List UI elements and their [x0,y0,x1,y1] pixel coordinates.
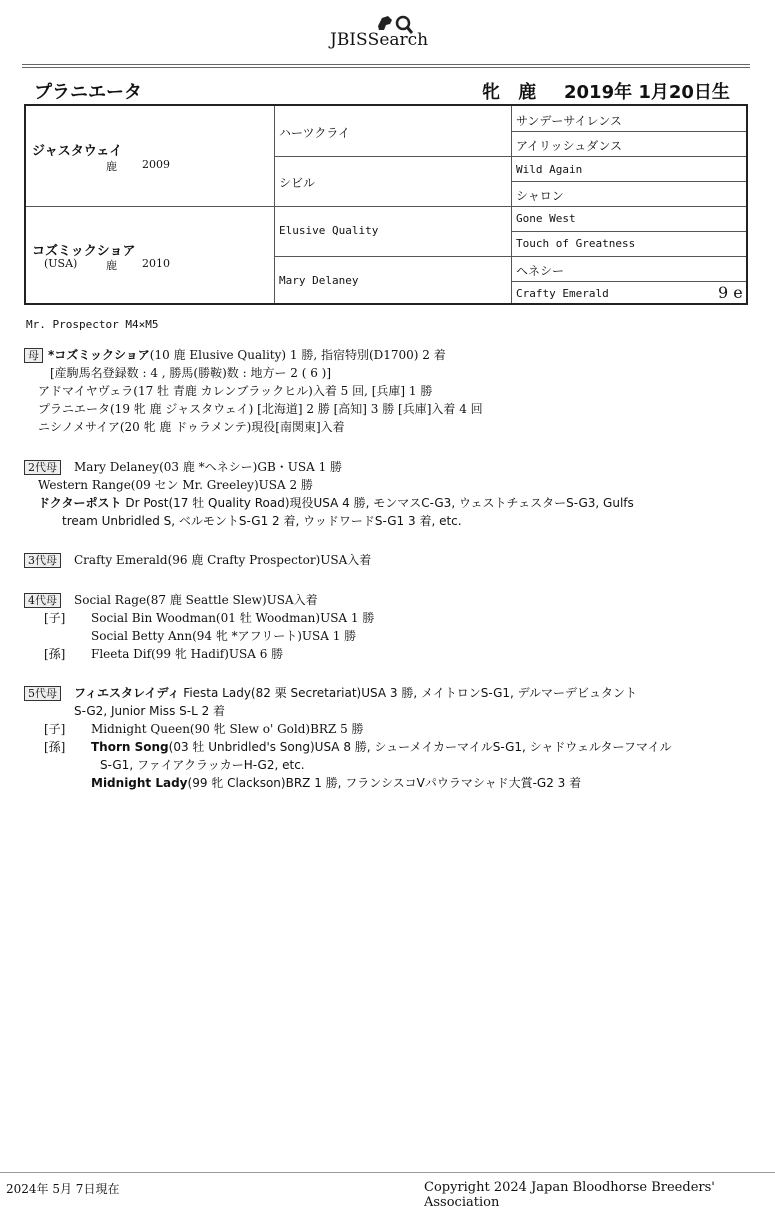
divider [511,106,512,303]
section-tag: 4代母 [24,593,61,608]
dr-post-jp[interactable]: ドクターポスト [38,496,122,510]
dam-record: (10 鹿 Elusive Quality) 1 勝, 指宿特別(D1700) 2 着 [149,348,446,362]
logo-search: Search [367,30,429,50]
thorn-song-record: (03 牡 Unbridled's Song)USA 8 勝, シューメイカーマイルS-G1, シャドウェルターフマイル [168,740,672,754]
divider [274,106,275,303]
footer-copyright: Copyright 2024 Japan Bloodhorse Breeders' Association [424,1180,715,1210]
grandchild-label: [孫] [44,647,66,661]
divider [26,206,746,207]
family-number: 9 e [718,283,743,302]
footer-rule [0,1172,775,1173]
header-rule [22,64,750,65]
progeny-3[interactable]: ニシノメサイア(20 牝 鹿 ドゥラメンテ)現役[南関東]入着 [38,420,345,434]
gen4-line-1 [24,591,318,608]
sire-year: 2009 [142,158,170,171]
sire-name[interactable]: ジャスタウェイ [32,144,123,159]
gen4-dam[interactable]: Social Rage(87 鹿 Seattle Slew)USA入着 [74,593,318,607]
gen5-child-1[interactable]: Midnight Queen(90 牝 Slew o' Gold)BRZ 5 勝 [91,722,364,736]
dam-line-1 [24,346,446,363]
grandchild-label: [孫] [44,740,66,754]
gen5-line-1 [24,684,637,701]
gen2-line-3 [38,494,634,511]
dam-sire[interactable]: Elusive Quality [279,224,379,237]
divider [511,131,746,132]
header-rule [22,67,750,68]
section-tag: 母 [24,348,43,363]
midnight-lady-record: (99 牝 Clackson)BRZ 1 勝, フランシスコVパウラマシャド大賞-G2 3 着 [187,776,582,790]
gen2-dam[interactable]: Mary Delaney(03 鹿 *ヘネシー)GB・USA 1 勝 [74,460,343,474]
gen2-line-1 [24,458,342,475]
logo-jbis: JBIS [330,30,368,50]
section-tag: 2代母 [24,460,61,475]
section-tag: 5代母 [24,686,61,701]
gen2-line-2[interactable]: Western Range(09 セン Mr. Greeley)USA 2 勝 [38,478,313,492]
ggp-6[interactable]: Touch of Greatness [516,237,636,250]
thorn-song[interactable]: Thorn Song [91,740,169,754]
dam-name[interactable]: コズミックショア [32,244,136,259]
gen3-dam[interactable]: Crafty Emerald(96 鹿 Crafty Prospector)USA入着 [74,553,372,567]
gen5-line-2: S-G2, Junior Miss S-L 2 着 [74,704,226,718]
sire-color: 鹿 [106,160,117,173]
child-label: [子] [44,611,66,625]
dam-name-bold[interactable]: *コズミックショア [48,348,150,362]
footer-date: 2024年 5月 7日現在 [6,1182,120,1196]
dam-dam[interactable]: Mary Delaney [279,274,359,287]
divider [511,281,746,282]
gen5-line-5: S-G1, ファイアクラッカーH-G2, etc. [100,758,305,772]
ggp-5[interactable]: Gone West [516,212,576,225]
sire-dam[interactable]: シビル [279,176,316,190]
sire-sire[interactable]: ハーツクライ [279,126,351,140]
divider [274,156,746,157]
fiesta-lady-record: Fiesta Lady(82 栗 Secretariat)USA 3 勝, メイトロンS-G1, デルマーデビュタント [179,686,638,700]
ggp-8[interactable]: Crafty Emerald [516,287,609,300]
ggp-4[interactable]: シャロン [516,189,564,203]
gen4-child-2[interactable]: Social Betty Ann(94 牝 *アフリート)USA 1 勝 [91,629,357,643]
divider [511,181,746,182]
divider [511,231,746,232]
ggp-7[interactable]: ヘネシー [516,264,565,278]
midnight-lady[interactable]: Midnight Lady [91,776,188,790]
ggp-3[interactable]: Wild Again [516,163,583,176]
dam-year: 2010 [142,257,170,270]
gen2-line-4: tream Unbridled S, ベルモントS-G1 2 着, ウッドワードS-G1 3 着, etc. [62,514,462,528]
ggp-2[interactable]: アイリッシュダンス [516,139,622,153]
dam-progeny-count: [産駒馬名登録数 : 4 , 勝馬(勝鞍)数 : 地方ー 2 ( 6 )] [50,366,332,380]
gen5-grandchild-1 [91,738,672,755]
divider [274,256,746,257]
gen4-grandchild-1[interactable]: Fleeta Dif(99 牝 Hadif)USA 6 勝 [91,647,284,661]
child-label: [子] [44,722,66,736]
inbreeding-note: Mr. Prospector M4×M5 [26,318,159,331]
gen5-grandchild-2 [91,774,581,791]
dr-post-record: Dr Post(17 牡 Quality Road)現役USA 4 勝, モンマスC-G3, ウェストチェスターS-G3, Gulfs [121,496,634,510]
horse-birthdate: 2019年 1月20日生 [564,82,730,103]
horse-name: プラニエータ [34,82,142,103]
ggp-1[interactable]: サンデーサイレンス [516,114,622,128]
logo-text [330,30,428,50]
gen3-line-1 [24,551,371,568]
progeny-1[interactable]: アドマイヤヴェラ(17 牡 青鹿 カレンブラックヒル)入着 5 回, [兵庫] 1 勝 [38,384,433,398]
dam-origin: (USA) [44,257,78,270]
progeny-2[interactable]: プラニエータ(19 牝 鹿 ジャスタウェイ) [北海道] 2 勝 [高知] 3 勝 [兵庫]入着 4 回 [38,402,483,416]
horse-sex-color: 牝 鹿 [482,82,543,103]
fiesta-lady-jp[interactable]: フィエスタレイディ [74,686,180,700]
dam-color: 鹿 [106,259,117,272]
pedigree-table [24,104,748,305]
gen4-child-1[interactable]: Social Bin Woodman(01 牡 Woodman)USA 1 勝 [91,611,375,625]
section-tag: 3代母 [24,553,61,568]
